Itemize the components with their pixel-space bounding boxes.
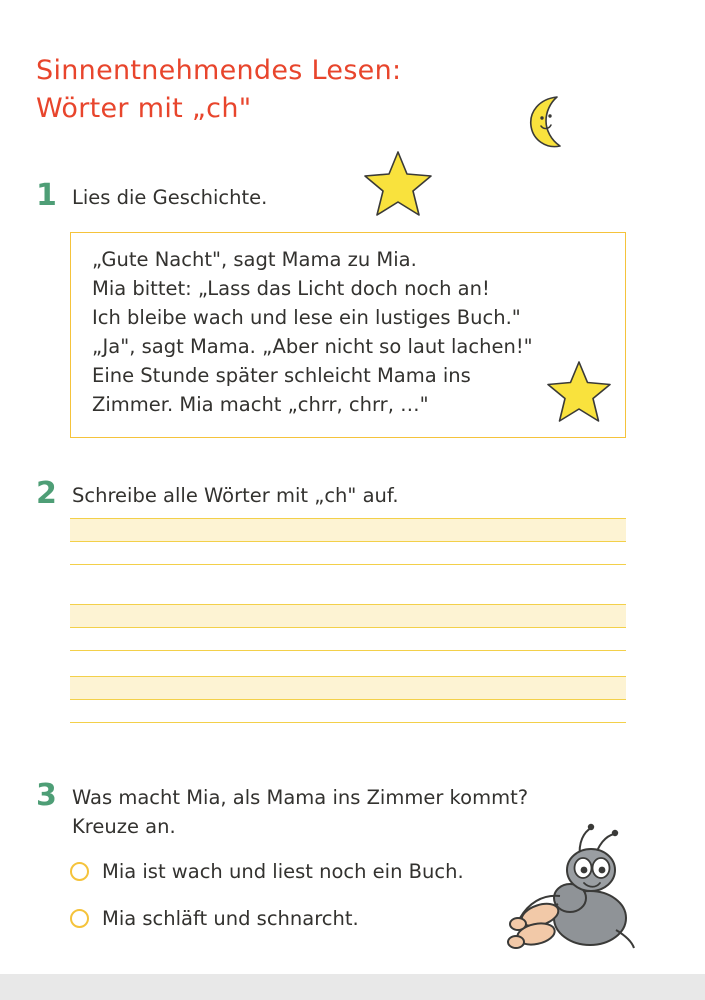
- writing-line: [70, 564, 626, 565]
- story-line: Eine Stunde später schleicht Mama ins: [92, 363, 471, 387]
- exercise-2-instruction: Schreibe alle Wörter mit „ch" auf.: [72, 484, 399, 507]
- story-line: Mia bittet: „Lass das Licht doch noch an!: [92, 276, 490, 300]
- story-line: Ich bleibe wach und lese ein lustiges Buch.": [92, 305, 521, 329]
- writing-line: [70, 722, 626, 723]
- story-text: [92, 246, 622, 420]
- checkbox-circle-icon[interactable]: [70, 909, 89, 928]
- writing-line: [70, 650, 626, 651]
- exercise-1-instruction: Lies die Geschichte.: [72, 186, 268, 209]
- story-line: „Ja", sagt Mama. „Aber nicht so laut lachen!": [92, 334, 533, 358]
- exercise-3-instruction-line-1: Was macht Mia, als Mama ins Zimmer kommt?: [72, 786, 529, 809]
- option-label: Mia ist wach und liest noch ein Buch.: [102, 860, 464, 883]
- exercise-1-number: 1: [36, 178, 57, 213]
- option-label: Mia schläft und schnarcht.: [102, 907, 359, 930]
- writing-line: [70, 699, 626, 700]
- exercise-3-instruction: [72, 783, 572, 842]
- exercise-3-instruction-line-2: Kreuze an.: [72, 815, 176, 839]
- checkbox-circle-icon[interactable]: [70, 862, 89, 881]
- ant-illustration: [498, 818, 648, 958]
- writing-line: [70, 541, 626, 542]
- option-row-2[interactable]: [70, 907, 359, 930]
- page-title: [36, 52, 556, 129]
- page-title-line-1: Sinnentnehmendes Lesen:: [36, 55, 402, 86]
- crescent-moon-icon: [513, 92, 573, 152]
- story-line: Zimmer. Mia macht „chrr, chrr, …": [92, 392, 429, 416]
- exercise-2-number: 2: [36, 476, 57, 511]
- page-title-line-2: Wörter mit „ch": [36, 93, 252, 125]
- writing-band: [70, 677, 626, 699]
- page-footer-bar: [0, 974, 705, 1000]
- exercise-3-number: 3: [36, 778, 57, 813]
- option-row-1[interactable]: [70, 860, 464, 883]
- writing-line: [70, 627, 626, 628]
- writing-band: [70, 605, 626, 627]
- writing-band: [70, 519, 626, 541]
- story-line: „Gute Nacht", sagt Mama zu Mia.: [92, 248, 417, 271]
